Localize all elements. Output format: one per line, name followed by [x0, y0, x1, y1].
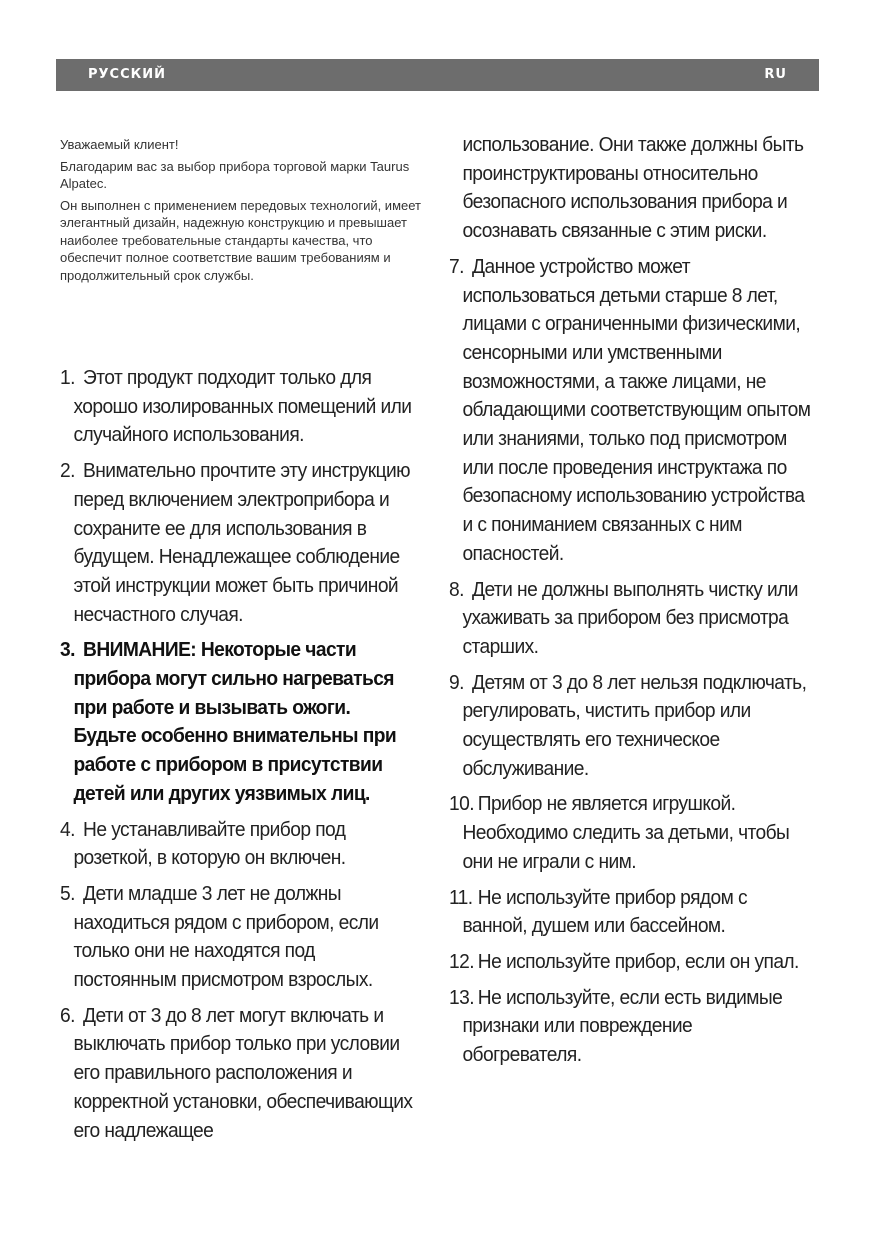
- language-code: RU: [764, 67, 787, 82]
- language-label: РУССКИЙ: [88, 67, 167, 82]
- instruction-item-10: 10. Прибор не является игрушкой. Необходимо следить за детьми, чтобы они не играли с ним.: [449, 793, 790, 873]
- instruction-item-8: 8. Дети не должны выполнять чистку или ухаживать за прибором без присмотра старших.: [449, 578, 798, 658]
- instruction-item-9: 9. Детям от 3 до 8 лет нельзя подключать, регулировать, чистить прибор или осуществлять его техническое обслуживание.: [449, 671, 807, 780]
- intro-block: [60, 136, 422, 288]
- instruction-item-6: 6. Дети от 3 до 8 лет могут включать и выключать прибор только при условии его правильного расположения и корректной установки, обеспечивающих его надлежащее: [60, 1004, 413, 1142]
- section-header: [56, 59, 819, 91]
- instruction-item-3-warning: 3. ВНИМАНИЕ: Некоторые части прибора могут сильно нагреваться при работе и вызывать ожоги. Будьте особенно внимательны при работе с прибором в присутствии детей или других уязвимых лиц.: [60, 639, 397, 805]
- instruction-item-4: 4. Не устанавливайте прибор под розеткой, в которую он включен.: [60, 818, 346, 870]
- greeting: Уважаемый клиент!: [60, 137, 179, 152]
- description-text: Он выполнен с применением передовых технологий, имеет элегантный дизайн, надежную конструкцию и превышает наиболее требовательные стандарты качества, что обеспечит полное соответствие вашим требованиям и продолжительный срок службы.: [60, 197, 421, 283]
- instruction-item-6-continuation: использование. Они также должны быть проинструктированы относительно безопасного использования прибора и осознавать связанные с этим риски.: [462, 134, 804, 243]
- instruction-item-13: 13. Не используйте, если есть видимые признаки или повреждение обогревателя.: [449, 986, 783, 1067]
- instruction-item-12: 12. Не используйте прибор, если он упал.: [449, 950, 799, 973]
- instructions-column-right: [449, 131, 816, 1077]
- thanks-text: Благодарим вас за выбор прибора торговой марки Taurus Alpatec.: [60, 158, 410, 191]
- instruction-item-11: 11. Не используйте прибор рядом с ванной, душем или бассейном.: [449, 886, 748, 938]
- instruction-item-1: 1. Этот продукт подходит только для хорошо изолированных помещений или случайного использования.: [60, 367, 412, 447]
- instruction-item-2: 2. Внимательно прочтите эту инструкцию перед включением электроприбора и сохраните ее для использования в будущем. Ненадлежащее соблюдение этой инструкции может быть причиной несчастного случая.: [60, 460, 410, 626]
- instruction-item-7: 7. Данное устройство может использоваться детьми старше 8 лет, лицами с ограниченными физическими, сенсорными или умственными возможностями, а также лицами, не обладающими соответствующим опытом или знаниями, только под присмотром или после проведения инструктажа по безопасному использованию устройства и с пониманием связанных с ним опасностей.: [449, 255, 811, 565]
- instructions-column-left: [60, 364, 417, 1152]
- instruction-item-5: 5. Дети младше 3 лет не должны находиться рядом с прибором, если только они не находятся под постоянным присмотром взрослых.: [60, 882, 379, 992]
